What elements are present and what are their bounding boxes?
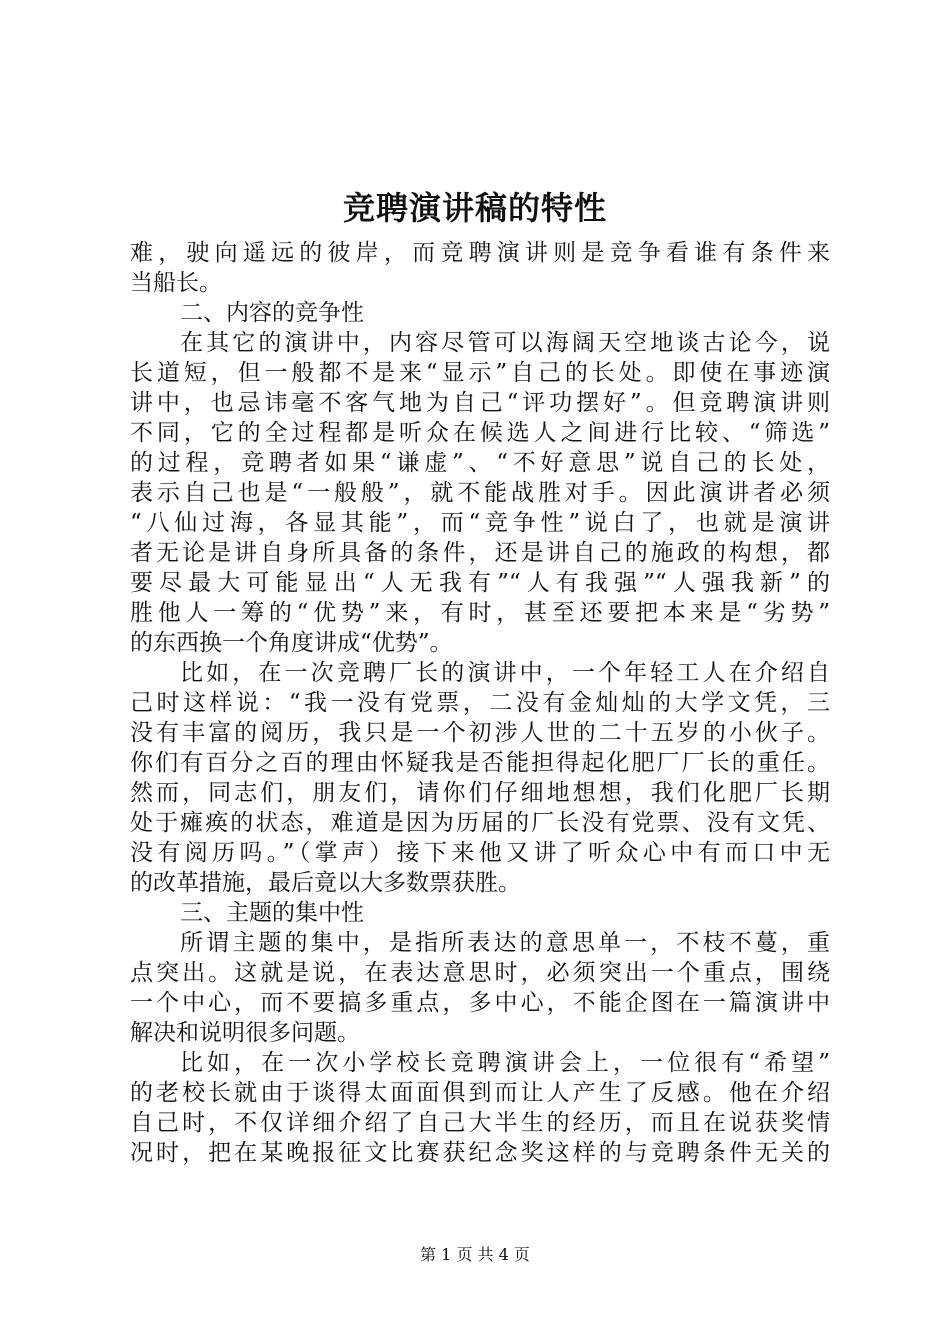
body-line: 者无论是讲自身所具备的条件，还是讲自己的施政的构想，都 <box>130 540 830 566</box>
body-line: 处于瘫痪的状态，难道是因为历届的厂长没有党票、没有文凭、 <box>130 810 830 836</box>
body-line: “八仙过海，各显其能”，而“竞争性”说白了，也就是演讲 <box>130 510 830 536</box>
section-heading: 二、内容的竞争性 <box>180 300 364 326</box>
body-line: 的老校长就由于谈得太面面俱到而让人产生了反感。他在介绍 <box>130 1080 830 1106</box>
body-line: 自己时，不仅详细介绍了自己大半生的经历，而且在说获奖情 <box>130 1110 830 1136</box>
body-line: 讲中，也忌讳毫不客气地为自己“评功摆好”。但竞聘演讲则 <box>130 390 830 416</box>
body-line: 然而，同志们，朋友们，请你们仔细地想想，我们化肥厂长期 <box>130 780 830 806</box>
body-line: 一个中心，而不要搞多重点，多中心，不能企图在一篇演讲中 <box>130 990 830 1016</box>
body-line: 胜他人一筹的“优势”来，有时，甚至还要把本来是“劣势” <box>130 600 830 626</box>
body-line: 比如，在一次竞聘厂长的演讲中，一个年轻工人在介绍自 <box>180 660 830 686</box>
body-line: 你们有百分之百的理由怀疑我是否能担得起化肥厂厂长的重任。 <box>130 750 830 776</box>
body-line: 己时这样说：“我一没有党票，二没有金灿灿的大学文凭，三 <box>130 690 830 716</box>
body-line: 没有丰富的阅历，我只是一个初涉人世的二十五岁的小伙子。 <box>130 720 830 746</box>
body-line: 不同，它的全过程都是听众在候选人之间进行比较、“筛选” <box>130 420 830 446</box>
body-line: 要尽最大可能显出“人无我有”“人有我强”“人强我新”的 <box>130 570 830 596</box>
body-line: 难，驶向遥远的彼岸，而竞聘演讲则是竞争看谁有条件来 <box>130 240 830 266</box>
body-line: 所谓主题的集中，是指所表达的意思单一，不枝不蔓，重 <box>180 930 830 956</box>
body-line: 的改革措施，最后竟以大多数票获胜。 <box>130 870 521 896</box>
body-line: 点突出。这就是说，在表达意思时，必须突出一个重点，围绕 <box>130 960 830 986</box>
section-heading: 三、主题的集中性 <box>180 900 364 926</box>
body-line: 长道短，但一般都不是来“显示”自己的长处。即使在事迹演 <box>130 360 830 386</box>
body-line: 比如，在一次小学校长竞聘演讲会上，一位很有“希望” <box>180 1050 830 1076</box>
body-line: 在其它的演讲中，内容尽管可以海阔天空地谈古论今，说 <box>180 330 830 356</box>
page-footer: 第 1 页 共 4 页 <box>420 1245 530 1264</box>
body-line: 没有阅历吗。”（掌声）接下来他又讲了听众心中有而口中无 <box>130 840 830 866</box>
body-line: 表示自己也是“一般般”，就不能战胜对手。因此演讲者必须 <box>130 480 830 506</box>
document-title: 竞聘演讲稿的特性 <box>342 189 607 227</box>
body-line: 的东西换一个角度讲成“优势”。 <box>130 630 453 656</box>
body-line: 当船长。 <box>130 270 222 296</box>
body-line: 解决和说明很多问题。 <box>130 1020 360 1046</box>
body-line: 况时，把在某晚报征文比赛获纪念奖这样的与竞聘条件无关的 <box>130 1140 830 1166</box>
body-line: 的过程，竞聘者如果“谦虚”、“不好意思”说自己的长处， <box>130 450 830 476</box>
document-body <box>130 238 830 1168</box>
